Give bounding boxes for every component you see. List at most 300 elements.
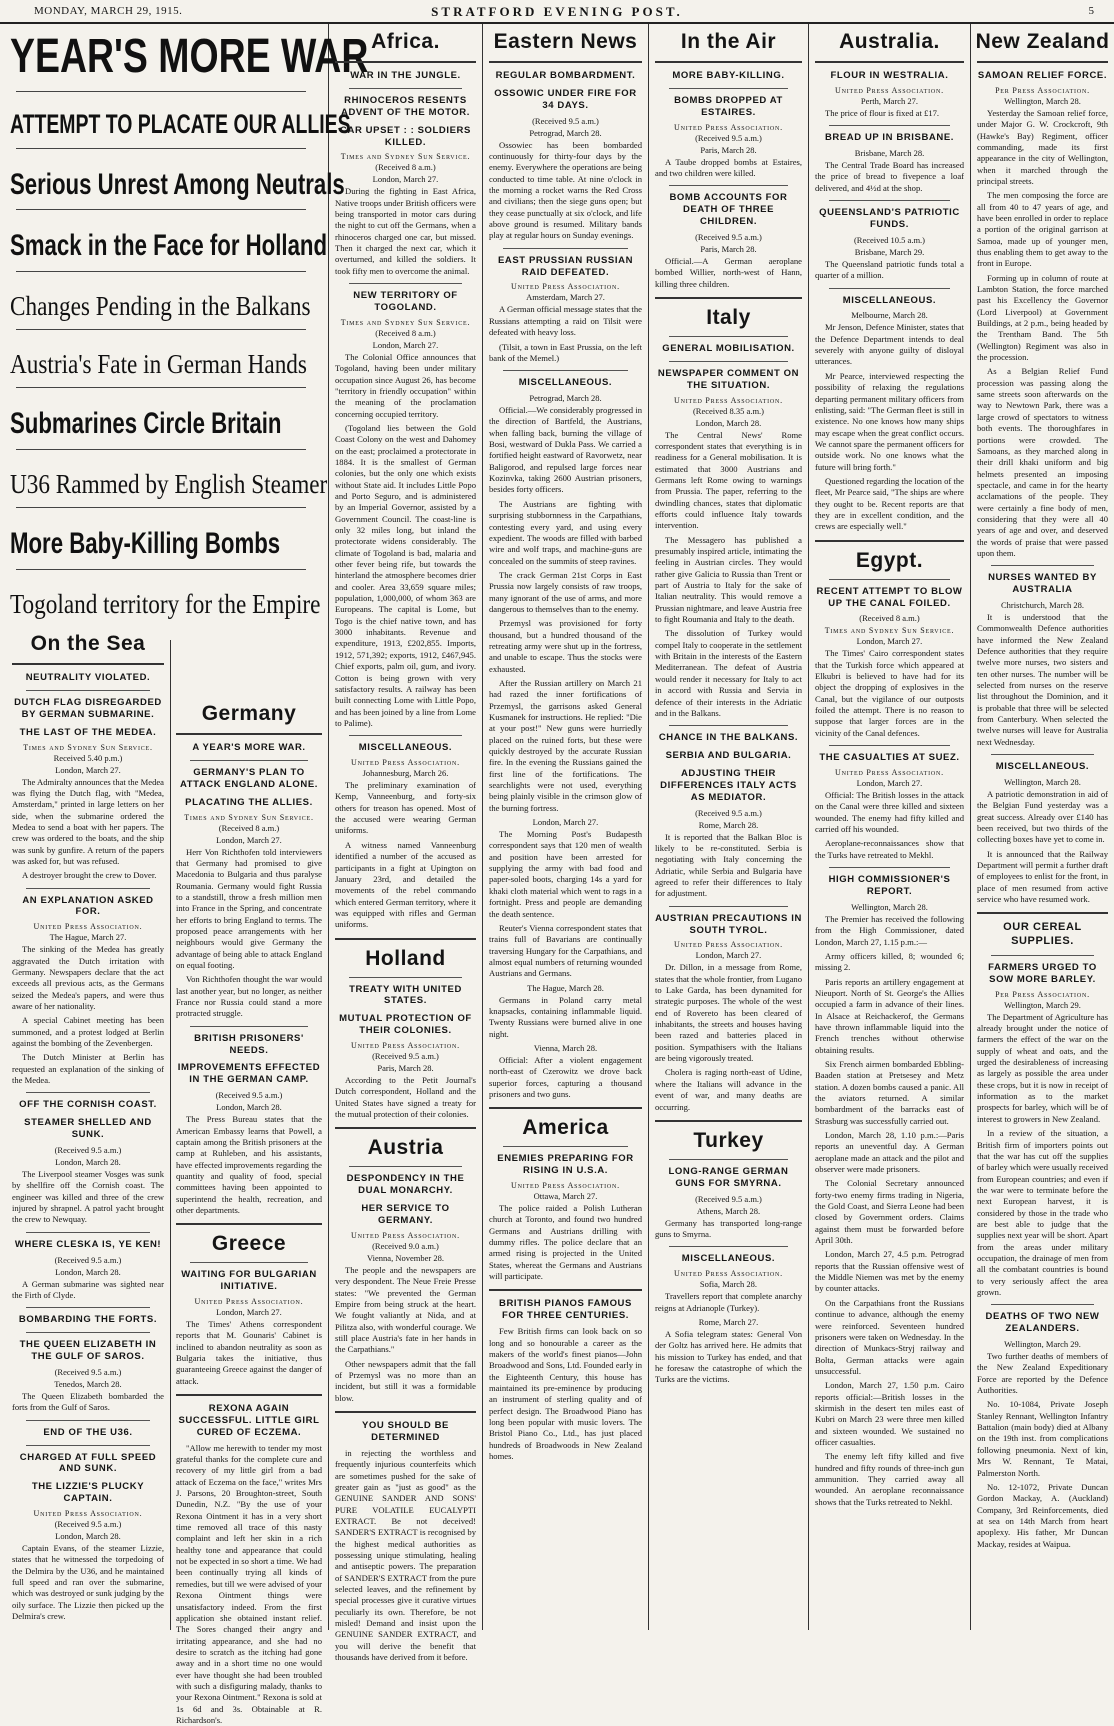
column-on-the-sea	[8, 630, 168, 1630]
divider	[190, 760, 308, 761]
received: (Received 9.5 a.m.)	[695, 132, 762, 143]
dateline: London, March 27.	[856, 778, 923, 788]
story-subtitle: ADJUSTING THEIR DIFFERENCES ITALY ACTS AS MEDIATOR.	[660, 767, 797, 803]
divider	[26, 1420, 150, 1421]
paragraph: According to the Petit Journal's Dutch correspondent, Holland and the United States have signed a treaty for the mutual protection of their colonies.	[335, 1075, 476, 1120]
advert-title: BRITISH PIANOS FAMOUS FOR THREE CENTURIES.	[499, 1298, 632, 1322]
column-rule	[648, 24, 649, 1630]
paragraph: It is reported that the Balkan Bloc is likely to be re-constituted. Serbia is negotiating with Italy concerning the Adriatic, while Serbia and Bulgaria have agreed to refer their differences to Italy for adjustment.	[655, 831, 802, 899]
dateline: The Hague, March 28.	[527, 982, 604, 993]
byline: Times and Sydney Sun Service.	[340, 317, 471, 327]
received: (Received 9.0 a.m.)	[372, 1240, 439, 1251]
received: Received 5.40 p.m.)	[53, 752, 123, 763]
paragraph: The men composing the force are all from 40 to 47 years of age, and have been enrolled in order to replace a portion of the original garrison at Samoa, made up of younger men, thus enabling them to get away to the front in Europe.	[977, 190, 1108, 269]
story-title: THE QUEEN ELIZABETH IN THE GULF OF SAROS.	[19, 1339, 157, 1363]
paragraph: Mr Jenson, Defence Minister, states that the Defence Department intends to deal severely with anyone guilty of disloyal utterances.	[815, 322, 964, 367]
section-heading: Turkey	[693, 1128, 764, 1152]
story-title: NEWSPAPER COMMENT ON THE SITUATION.	[657, 367, 800, 391]
story-title: HIGH COMMISSIONER'S REPORT.	[828, 874, 951, 897]
paragraph: The preliminary examination of Kemp, Vanneenburg, and forty-six others for treason has opened. Most of the accused were wearing German uniforms.	[335, 780, 476, 836]
story-subtitle: HER SERVICE TO GERMANY.	[361, 1203, 450, 1227]
paragraph: Other newspapers admit that the fall of Przemysl was no more than an incident, but still it was a formidable blow.	[335, 1358, 476, 1403]
divider	[991, 1304, 1094, 1305]
section-heading: On the Sea	[30, 632, 146, 655]
paragraph: London, March 27, 4.5 p.m. Petrograd reports that the Russian offensive west of the Middle Niemen was met by the enemy by counter attacks.	[815, 1249, 964, 1294]
column-australia	[811, 28, 968, 1628]
dateline: Wellington, March 29.	[1004, 999, 1081, 1010]
advert-text: Few British firms can look back on so long and so honourable a career as the makers of the world's finest pianos—John Broadwood and Sons, Ltd. Founded early in the Eighteenth Century, this house has maintained its pre-eminence by producing an instrument of sterling quality and of perfect design. The Broadwood Piano has long been popular with music lovers. The Bristol Piano Co., Ltd., has just placed hundreds of Broadwoods in New Zealand homes.	[489, 1326, 642, 1461]
paragraph: Official.—A German aeroplane bombed Willier, north-west of Hann, killing three children.	[655, 255, 802, 289]
divider	[815, 61, 964, 63]
divider	[977, 912, 1108, 914]
paragraph: Yesterday the Samoan relief force, under Major G. W. Crockcroft, 9th (Hawke's Bay) Regiment, officer commanding, made its first appearance in the city of Wellington, when it marched through the principal streets.	[977, 107, 1108, 186]
story-title: SAMOAN RELIEF FORCE.	[977, 70, 1108, 81]
paragraph: Ossowiec has been bombarded continuously for thirty-four days by the enemy. Everywhere the operations are being conducted to time table. At nine o'clock in the morning a rocket warns the Red Cross and civilians; then the siege guns open; but they cease punctually at six o'clock, and life above ground is resumed. Military bands play at regular hours on Sunday evenings.	[489, 139, 642, 241]
dateline: Christchurch, March 28.	[1000, 600, 1085, 611]
divider	[335, 1127, 476, 1129]
dateline: Melbourne, March 28.	[851, 310, 928, 321]
story-subtitle: MUTUAL PROTECTION OF THEIR COLONIES.	[339, 1013, 472, 1037]
divider	[16, 387, 306, 388]
paragraph: A special Cabinet meeting has been summoned, and a protest lodged at Berlin against the bombing of the Zevenbergen.	[12, 1015, 164, 1049]
paragraph: Przemysl was provisioned for forty thousand, but a hundred thousand of the retreating army were shut up in the fortress, and unable to escape. Thus the stocks were exhausted.	[489, 618, 642, 674]
byline: United Press Association.	[351, 758, 460, 768]
paragraph: The price of flour is fixed at £17.	[825, 107, 940, 118]
dateline: Vienna, November 28.	[367, 1252, 444, 1263]
paragraph: Forming up in column of route at Lambton Station, the force marched past his Excellency the Governor (Lord Liverpool) at Government Buildings, at 2 p.m., being headed by the Trentham Band. The 5th (Wellington) Regiment was also in the procession.	[977, 272, 1108, 363]
dateline: Brisbane, March 28.	[854, 148, 925, 159]
story-title: GENERAL MOBILISATION.	[662, 342, 795, 354]
byline: Times and Sydney Sun Service.	[184, 812, 314, 822]
paragraph: London, March 27, 1.50 p.m. Cairo reports official:—British losses in the skirmish in the desert ten miles east of Kubri on March 23 were three men killed and sixteen wounded. We sustained no officer casualties.	[815, 1380, 964, 1447]
divider	[26, 888, 150, 889]
section-heading: Egypt.	[855, 548, 924, 572]
paragraph: Germany has transported long-range guns to Smyrna.	[655, 1217, 802, 1239]
divider	[815, 540, 964, 542]
received: (Received 9.5 a.m.)	[54, 1367, 122, 1377]
byline: United Press Association.	[351, 1230, 460, 1240]
dateline: Wellington, March 28.	[1004, 777, 1081, 788]
subhead: REGULAR BOMBARDMENT.	[495, 70, 636, 81]
divider	[176, 1394, 322, 1396]
paragraph: The enemy left fifty killed and five hundred and fifty rounds of three-inch gun ammunition. They carried away all wounded. An aeroplane reconnaissance shows that the Turks retreated to Nekhl.	[815, 1451, 964, 1507]
story-title: TREATY WITH UNITED STATES.	[349, 983, 462, 1007]
paragraph: Travellers report that complete anarchy reigns at Adrianople (Turkey).	[655, 1291, 802, 1313]
paragraph: On the Carpathians front the Russians continue to advance, although the enemy were reinforced. Seventeen hundred prisoners were taken on Wednesday. In the direction of Munkacs-Stryj railway and Bolta, German attacks were again unsuccessful.	[815, 1297, 964, 1376]
paragraph: Official: After a violent engagement north-east of Czerowitz we drove back superior forces, capturing a thousand prisoners and two guns.	[489, 1054, 642, 1099]
section-heading: In the Air	[680, 30, 777, 53]
received: (Received 8 a.m.)	[218, 822, 280, 833]
story-title: DUTCH FLAG DISREGARDED BY GERMAN SUBMARINE.	[14, 696, 162, 720]
section-heading: Austria	[367, 1136, 444, 1160]
paragraph: The Central Trade Board has increased the price of bread to fivepence a loaf delivered, and 4½d at the shop.	[815, 160, 964, 193]
story-subtitle: THE LIZZIE'S PLUCKY CAPTAIN.	[31, 1481, 145, 1505]
paragraph: Germans in Poland carry metal knapsacks, containing inflammable liquid. Twenty Russians were burned alive in one night.	[489, 994, 642, 1039]
dateline: Paris, March 28.	[700, 243, 757, 254]
paragraph: Cholera is raging north-east of Udine, where the Italians will advance in the event of war, and many deaths are occurring.	[655, 1067, 802, 1112]
divider	[176, 733, 322, 735]
paragraph: No. 12-1072, Private Duncan Gordon Mackay, A. (Auckland) Company, 3rd Reinforcements, died at sea on 14th March from heart apoplexy. His father, Mr Duncan Mackay, resides at Waipua.	[977, 1481, 1108, 1549]
byline: United Press Association.	[33, 1509, 143, 1519]
column-rule	[970, 24, 971, 1630]
paragraph: The Dutch Minister at Berlin has requested an explanation of the sinking of the Medea.	[12, 1052, 164, 1086]
dateline: London, March 27.	[695, 950, 762, 961]
paragraph: The Colonial Secretary announced forty-two enemy firms trading in Nigeria, the Gold Coast, and Sierra Leone had been closed by Government orders. Claims against them must be forwarded before April 30th.	[815, 1178, 964, 1246]
paragraph: The Colonial Office announces that Togoland, having been under military occupation since August 26, has become "territory in friendly occupation" within the meaning of the proclamation concerning occupied territory.	[335, 351, 476, 419]
byline: United Press Association.	[835, 85, 944, 95]
byline: United Press Association.	[674, 122, 783, 132]
column-germany	[172, 700, 326, 1725]
story-title: DESPONDENCY IN THE DUAL MONARCHY.	[346, 1173, 465, 1197]
paragraph: Official: The British losses in the attack on the Canal were three killed and sixteen wounded. The enemy had fifty killed and carried off his wounded.	[815, 790, 964, 835]
divider	[26, 1445, 150, 1446]
main-headline: YEAR'S MORE WAR	[10, 30, 369, 83]
paragraph: A witness named Vanneenburg identified a number of the accused as participants in a fight at Upington on January 23rd, and detailed the movements of the rebel commando which entered German territory, where it was equipped with rifles and German uniforms.	[335, 839, 476, 930]
divider	[655, 61, 802, 63]
paragraph: The Press Bureau states that the American Embassy learns that Powell, a captain among the British prisoners at the camp at Ruhleben, and his assistants, have effected improvements regarding the quantity and quality of food, special committees having been appointed to superintend the health, recreation, and other departments.	[176, 1114, 322, 1215]
divider	[655, 297, 802, 299]
paragraph: Six French airmen bombarded Ebbling-Baaden station at Pretsesey and Metz station. A dozen bombs caused a panic. All the aviators returned. A similar bombardment of the barracks east of Strasburg was successfully carried out.	[815, 1058, 964, 1126]
paragraph: Dr. Dillon, in a message from Rome, states that the whole frontier, from Lugano to Lake Garda, has been dynamited for strategic purposes. The whole of the west end of Rovereto has been cleared of inhabitants, the streets and houses having been razed and batteries placed in position. Sympathisers with the Italians are being vigorously treated.	[655, 962, 802, 1064]
paragraph: Von Richthofen thought the war would last another year, but no longer, as neither France nor Russia could stand a more protracted struggle.	[176, 974, 322, 1019]
story-subtitle: IMPROVEMENTS EFFECTED IN THE GERMAN CAMP.	[177, 1062, 321, 1086]
story-title: BOMBS DROPPED AT ESTAIRES.	[674, 94, 783, 118]
story-title: BOMB ACCOUNTS FOR DEATH OF THREE CHILDREN.	[669, 192, 788, 228]
story-title: CHARGED AT FULL SPEED AND SUNK.	[19, 1451, 157, 1475]
paragraph: A Taube dropped bombs at Estaires, and two children were killed.	[655, 156, 802, 178]
divider	[669, 185, 788, 186]
byline: United Press Association.	[33, 922, 143, 932]
divider	[16, 148, 306, 149]
divider	[176, 1223, 322, 1225]
paragraph: The Austrians are fighting with surprising stubbornness in the Carpathians, contesting every yard, and using every expedient. The woods are filled with barbed wire and wolf traps, and machine-guns are concealed on the summits of steep ravines.	[489, 498, 642, 566]
paragraph: The sinking of the Medea has greatly aggravated the Dutch irritation with Germany. Newspapers declare that the act exceeds all previous acts, as the Germans seized the Medea's papers, and were thus aware of her nationality.	[12, 944, 164, 1012]
divider	[829, 288, 950, 289]
divider	[349, 1166, 462, 1167]
byline: Times and Sydney Sun Service.	[23, 742, 153, 752]
section-heading: America	[522, 1116, 609, 1140]
paragraph: As a Belgian Relief Fund procession was passing along the same streets soon afterwards on the way to Newtown Park, there was a large crowd of spectators to witness both events. The thoroughfares in portions were crowded. The Samoans, as they marched along in their drill khaki uniform and big helmets presented an imposing spectacle, and came in for the hearty acclamations of the people. They were certainly a fine body of men, considering that they were all 40 years of age and over, and deserved the words of praise that were passed upon them.	[977, 366, 1108, 558]
received: (Received 9.5 a.m.)	[54, 1254, 122, 1265]
story-title: OSSOWIC UNDER FIRE FOR 34 DAYS.	[494, 87, 637, 111]
story-subtitle: CAR UPSET : : SOLDIERS KILLED.	[340, 124, 471, 148]
paragraph: Captain Evans, of the steamer Lizzie, states that he witnessed the torpedoing of the Delmira by the U36, and he maintained full speed and ran over the submarine, which was destroyed or sunk judging by the oily surface. The Lizzie then picked up the Delmira's crew.	[12, 1543, 164, 1622]
received: (Received 8 a.m.)	[859, 613, 920, 624]
byline: United Press Association.	[674, 940, 783, 950]
received: (Received 9.5 a.m.)	[54, 1145, 122, 1156]
paragraph: The Liverpool steamer Vosges was sunk by shellfire off the Cornish coast. The engineer was killed and three of the crew injured by shrapnel. A patrol yacht brought the crew to Newquay.	[12, 1169, 164, 1225]
dateline: Brisbane, March 29.	[854, 246, 925, 257]
divider	[16, 507, 306, 508]
dateline: Wellington, March 29.	[1004, 1339, 1081, 1350]
headline: More Baby-Killing Bombs	[10, 527, 281, 561]
received: (Received 9.5 a.m.)	[532, 115, 599, 126]
story-title: MISCELLANEOUS.	[995, 761, 1090, 773]
headline: Smack in the Face for Holland	[10, 229, 328, 263]
subhead: A YEAR'S MORE WAR.	[192, 742, 306, 753]
newspaper-title: STRATFORD EVENING POST.	[431, 4, 683, 19]
section-heading: Greece	[211, 1232, 287, 1256]
dateline: London, March 28.	[55, 1157, 121, 1168]
paragraph: During the fighting in East Africa, Native troops under British officers were being transported in motor cars during the night to cut off the Germans, when a rhinoceros charged one car, but missed. Then it charged the next car, which it overturned, and killed the soldiers. It took fifty men to overcome the animal.	[335, 186, 476, 276]
dateline: Wellington, March 28.	[1004, 95, 1081, 106]
received: (Received 9.5 a.m.)	[695, 1193, 762, 1204]
dateline: London, March 28.	[55, 1531, 121, 1542]
paragraph: The Premier has received the following from the High Commissioner, dated London, March 27, 1.15 p.m.:—	[815, 913, 964, 947]
story-title: DEATHS OF TWO NEW ZEALANDERS.	[985, 1311, 1100, 1335]
divider	[669, 88, 788, 89]
paragraph: The dissolution of Turkey would compel Italy to cooperate in the settlement with Britain in the interests of the Eastern Mediterranean. The defeat of Austria would render it necessary for Italy to act in accord with Russia and Servia in defence of their interests in the Adriatic and in the Balkans.	[655, 628, 802, 718]
paragraph: A Sofia telegram states: General Von der Goltz has arrived here. He admits that his mission to Turkey has ended, and that he foresaw the catastrophe of which the Turks are the victims.	[655, 1328, 802, 1385]
paragraph: The Admiralty announces that the Medea was flying the Dutch flag, with "Medea, Amsterdam," printed in large letters on her side, when the submarine ordered the Medea to send a boat with her papers. The crew was ordered to the boats, and the ship was sunk by gunfire. A return of the papers was asked for, but was refused.	[12, 776, 164, 866]
section-heading: Africa.	[371, 30, 440, 53]
dateline: Petrograd, March 28.	[529, 393, 602, 404]
dateline: Paris, March 28.	[377, 1063, 434, 1074]
dateline: London, March 28.	[695, 417, 762, 428]
paragraph: No. 10-1084, Private Joseph Stanley Rennant, Wellington Infantry Battalion (main body) died at Albany on the 19th inst. from complications following pneumonia. Next of kin, Mrs W. Rennant, Te Matai, Palmerston North.	[977, 1399, 1108, 1478]
section-heading: Germany	[201, 702, 297, 725]
divider	[991, 565, 1094, 566]
byline: Per Press Association.	[995, 85, 1090, 95]
story-title: NURSES WANTED BY AUSTRALIA	[988, 572, 1097, 596]
received: (Received 8 a.m.)	[375, 327, 436, 338]
divider	[12, 663, 164, 665]
page-number: 5	[1088, 5, 1094, 17]
divider	[503, 1146, 628, 1147]
divider	[669, 336, 788, 337]
advert-text: in rejecting the worthless and frequently injurious counterfeits which are sometimes pushed for the sake of greater gain as "just as good" as the GENUINE SANDER AND SONS' PURE VOLATILE EUCALYPTI EXTRACT. Be not deceived! SANDER'S EXTRACT is recognised by the highest medical authorities as possessing unique stimulating, healing and antiseptic powers. The preparation of SANDER'S EXTRACT from the pure selected leaves, and the refinement by special processes give it curative virtues peculiarly its own. Therefore, be not misled! Demand and insist upon the GENUINE SANDER EXTRACT, and you will derive the benefit that thousands have derived from it before.	[335, 1447, 476, 1662]
story-subtitle: SERBIA AND BULGARIA.	[665, 750, 792, 762]
byline: United Press Association.	[511, 1181, 620, 1191]
paragraph: The people and the newspapers are very despondent. The Neue Freie Presse states: "We prevented the German Empire from being struck at the heart. We fought valiantly at Nida, and at Pilitza also, with wonderful courage. We still place Austria's fate in her hands in the Carpathians."	[335, 1264, 476, 1355]
dateline: Perth, March 27.	[860, 95, 919, 106]
column-rule	[482, 24, 483, 1630]
paragraph: (Tilsit, a town in East Prussia, on the left bank of the Memel.)	[489, 341, 642, 363]
story-title: CHANCE IN THE BALKANS.	[658, 732, 799, 744]
dateline: The Hague, March 27.	[49, 932, 127, 943]
headline: Togoland territory for the Empire	[10, 588, 321, 619]
paragraph: It is announced that the Railway Department will permit a further draft of employees to enlist for the front, in place of men resumed from active service who have resumed work.	[977, 848, 1108, 905]
story-title: LONG-RANGE GERMAN GUNS FOR SMYRNA.	[668, 1165, 789, 1189]
byline: Times and Sydney Sun Service.	[340, 152, 471, 162]
received: (Received 8.35 a.m.)	[692, 405, 765, 416]
paragraph: A German submarine was sighted near the Firth of Clyde.	[12, 1278, 164, 1301]
paragraph: The Messagero has published a presumably inspired article, intimating the feeling in Austrian circles. They would rather give Galicia to Russia than Trent or part of Austria to Italy for the sake of Italian neutrality. This would remove a Prussian nightmare, and leave Austria free to fight Roumania and Italy to the death.	[655, 534, 802, 625]
story-title: EAST PRUSSIAN RUSSIAN RAID DEFEATED.	[497, 254, 634, 278]
divider	[829, 867, 950, 868]
story-title: RECENT ATTEMPT TO BLOW UP THE CANAL FOILED.	[816, 585, 963, 609]
divider	[977, 61, 1108, 63]
dateline: London, March 27.	[856, 636, 923, 647]
byline: United Press Association.	[835, 768, 944, 777]
divider	[655, 1120, 802, 1122]
story-title: WAITING FOR BULGARIAN INITIATIVE.	[181, 1269, 317, 1293]
advert-title: REXONA AGAIN SUCCESSFUL. LITTLE GIRL CURED OF ECZEMA.	[178, 1403, 320, 1438]
story-title: GERMANY'S PLAN TO ATTACK ENGLAND ALONE.	[179, 766, 319, 790]
dateline: Rome, March 28.	[698, 819, 759, 830]
column-africa	[331, 28, 480, 1662]
paragraph: The Times' Cairo correspondent states that the Turkish force which appeared at Elkubri is believed to have had for its object the dropping of explosives in the Canal, but the vigilance of our outposts foiled the attempt. There is no reason to suppose that larger forces are in the vicinity of the Canal defences.	[815, 648, 964, 738]
paragraph: Two further deaths of members of the New Zealand Expeditionary Force are reported by the Defence Authorities.	[977, 1351, 1108, 1396]
divider	[669, 725, 788, 726]
received: (Received 9.5 a.m.)	[372, 1051, 439, 1062]
paragraph: London, March 28, 1.10 p.m.:—Paris reports an uneventful day. A German aeroplane made an attack and the pilot and observer were made prisoners.	[815, 1130, 964, 1175]
paragraph: Mr Pearce, interviewed respecting the possibility of relaxing the regulations departing permanent military officers from enlisting, said: "The German fleet is still in existence. No one knows how many ships may escape when the great conflict occurs. We cannot spare the permanent officers for outside work. No one knows what the future will bring forth."	[815, 370, 964, 472]
divider	[26, 1332, 150, 1333]
story-title: BRITISH PRISONERS' NEEDS.	[194, 1032, 304, 1056]
paragraph: The police raided a Polish Lutheran church at Toronto, and found two hundred Germans and Austrians drilling with dummy rifles. The police declare that an armed rising is projected in the United States, whereat the Germans and Austrians will participate.	[489, 1203, 642, 1282]
dateline: Petrograd, March 28.	[529, 127, 602, 138]
received: (Received 9.5 a.m.)	[695, 231, 762, 242]
story-title: OFF THE CORNISH COAST.	[19, 1099, 157, 1111]
divider	[26, 1307, 150, 1308]
dateline: Ottawa, March 27.	[533, 1191, 598, 1202]
divider	[829, 579, 950, 580]
byline: United Press Association.	[511, 282, 620, 292]
dateline: Paris, March 28.	[700, 144, 757, 155]
headline: ATTEMPT TO PLACATE OUR ALLIES	[10, 109, 351, 140]
story-title: BREAD UP IN BRISBANE.	[824, 132, 955, 144]
column-in-the-air	[651, 28, 806, 1628]
dateline: London, March 28.	[216, 1102, 282, 1113]
advert-title: YOU SHOULD BE DETERMINED	[362, 1420, 449, 1443]
divider	[503, 248, 628, 249]
divider	[190, 1026, 308, 1027]
divider	[26, 1232, 150, 1233]
story-title: END OF THE U36.	[43, 1426, 133, 1438]
dateline: Vienna, March 28.	[533, 1042, 598, 1053]
subhead: MORE BABY-KILLING.	[672, 70, 785, 81]
paragraph: It is understood that the Commonwealth Defence authorities have informed the New Zealand Defence authorities that they require twelve more nurses, two sisters and ten other nurses. The number will be selected from nurses on the reserve list throughout the Dominion, and it is probable that three will be selected from Canterbury. When selected the twelve nurses will leave for Australia next Wednesday.	[977, 612, 1108, 747]
paragraph: Official.—We considerably progressed in the direction of Bartfeld, the Austrians, when falling back, burning the village of Bosi, westward of Dukla Pass. We carried a fortified height eastward of Ravorwetz, near Baligorod, and repulsed large forces near Kozinvka, taking 2600 Austrian prisoners, besides forty officers.	[489, 405, 642, 495]
paragraph: A destroyer brought the crew to Dover.	[22, 870, 157, 881]
paragraph: Herr Von Richthofen told interviewers that Germany had promised to give Macedonia to Bulgaria and thus paralyse Roumania. Germany would fight Russia to a standstill, throw a fresh million men into France in the Spring, and concentrate her efforts to bring England to terms. The proposed peace arrangements with her neighbours would give Germany the advantage of being able to attack England on equal footing.	[176, 846, 322, 970]
dateline: Sofia, March 28.	[699, 1279, 758, 1290]
story-title: QUEENSLAND'S PATRIOTIC FUNDS.	[819, 207, 960, 230]
divider	[26, 690, 150, 691]
divider	[669, 361, 788, 362]
divider	[335, 1411, 476, 1413]
story-title: ENEMIES PREPARING FOR RISING IN U.S.A.	[497, 1153, 634, 1177]
paragraph: The Morning Post's Budapesth correspondent says that 120 men of wealth and position have been arrested for supplying the army with bad food and paper-soled boots, charging 14s a yard for khaki cloth material which went to rags in a fortnight. Press and people are demanding the death sentence.	[489, 829, 642, 919]
received: (Received 9.5 a.m.)	[215, 1090, 283, 1101]
divider	[349, 283, 462, 284]
section-heading: New Zealand	[975, 30, 1110, 53]
story-title: FLOUR IN WESTRALIA.	[830, 70, 949, 81]
story-title: RHINOCEROS RESENTS ADVENT OF THE MOTOR.	[341, 94, 470, 118]
divider	[16, 91, 306, 92]
dateline: London, March 28.	[55, 1266, 121, 1277]
dateline: London, March 27.	[216, 834, 282, 845]
divider	[16, 449, 306, 450]
byline: Per Press Association.	[995, 989, 1090, 999]
paragraph: Paris reports an artillery engagement at Nieuport. North of St. George's the Allies occupied a farm in advance of their lines. In Alsace at Reichackerof, the Germans have thrown inflammable liquid into the French trenches without otherwise obtaining results.	[815, 976, 964, 1055]
column-new-zealand	[973, 28, 1112, 1628]
paragraph: The Queensland patriotic funds total a quarter of a million.	[815, 258, 964, 281]
byline: United Press Association.	[351, 1041, 460, 1051]
headline: U36 Rammed by English Steamer	[10, 468, 328, 499]
dateline: Rome, March 27.	[698, 1316, 759, 1327]
paragraph: Army officers killed, 8; wounded 6; missing 2.	[815, 950, 964, 973]
divider	[829, 125, 950, 126]
divider	[16, 329, 306, 330]
divider	[335, 938, 476, 940]
column-rule	[808, 24, 809, 1630]
byline: United Press Association.	[194, 1297, 304, 1306]
paragraph: The Times' Athens correspondent reports that M. Gounaris' Cabinet is inclined to abandon neutrality as soon as Bulgaria takes the initiative, thus guaranteeing Greece against the danger of attack.	[176, 1319, 322, 1386]
dateline: London, March 27.	[216, 1307, 282, 1317]
paragraph: In a review of the situation, a British firm of importers points out that the war has cut off the supplies of barley which were usually received from European countries; and even if the war were to terminate before the next European harvest, it is considered by those in the trade who are best able to judge that the supplies next year will be short. Apart from the areas under military occupation, the drainage of men from all the combatant countries is bound to very seriously affect the area grown.	[977, 1128, 1108, 1297]
divider	[669, 1159, 788, 1160]
headline-stack	[10, 26, 369, 619]
subhead: NEUTRALITY VIOLATED.	[25, 672, 151, 683]
story-title: AUSTRIAN PRECAUTIONS IN SOUTH TYROL.	[655, 912, 802, 936]
received: (Received 10.5 a.m.)	[853, 234, 926, 245]
paragraph: Aeroplane-reconnaissances show that the Turks have retreated to Mekhl.	[815, 838, 964, 860]
paragraph: The Central News' Rome correspondent states that everything is in readiness for a General mobilisation. It is estimated that 3000 Austrians and Germans left Rome owing to warnings from Prussia. The paper, referring to the dwindling chances, states that diplomatic efforts could influence Italy towards intervention.	[655, 429, 802, 531]
headline: Submarines Circle Britain	[10, 407, 282, 441]
received: (Received 9.5 a.m.)	[54, 1519, 122, 1530]
paragraph: Questioned regarding the location of the fleet, Mr Pearce said, "The ships are where they ought to be. Recent reports are that they are in excellent condition, and the crews are especially well."	[815, 475, 964, 532]
section-heading: Italy	[706, 305, 751, 329]
divider	[335, 61, 476, 63]
dateline: Johannesburg, March 26.	[362, 768, 449, 779]
divider	[489, 61, 642, 63]
issue-date: MONDAY, MARCH 29, 1915.	[34, 5, 183, 17]
paragraph: The Department of Agriculture has already brought under the notice of farmers the effect of the war on the supply of wheat and oats, and the urged the desirableness of increasing as largely as possible the area under these crops, but it is now in receipt of information as to the market prospects for barley, which will be of interest to growers in New Zealand.	[977, 1011, 1108, 1124]
divider	[16, 209, 306, 210]
story-title: MISCELLANEOUS.	[358, 742, 453, 754]
subhead: WAR IN THE JUNGLE.	[350, 70, 461, 81]
section-heading: Australia.	[839, 30, 940, 53]
received: (Received 8 a.m.)	[375, 162, 436, 173]
story-subtitle: STEAMER SHELLED AND SUNK.	[24, 1117, 152, 1141]
story-title: FARMERS URGED TO SOW MORE BARLEY.	[988, 961, 1097, 985]
story-title: THE CASUALTIES AT SUEZ.	[819, 752, 960, 764]
divider	[349, 977, 462, 978]
paragraph: The crack German 21st Corps in East Prussia now largely consists of raw troops, many ignorant of the use of arms, and more dangerous to themselves than to the enemy.	[489, 569, 642, 614]
received: (Received 9.5 a.m.)	[695, 807, 762, 818]
section-heading: Eastern News	[493, 30, 638, 53]
divider	[991, 754, 1094, 755]
divider	[829, 200, 950, 201]
dateline: Wellington, March 28.	[851, 901, 928, 912]
dateline: London, March 27.	[55, 764, 121, 775]
headline: Serious Unrest Among Neutrals	[10, 167, 345, 201]
story-title: OUR CEREAL SUPPLIES.	[1003, 921, 1082, 948]
headline: Austria's Fate in German Hands	[10, 349, 307, 380]
story-title: WHERE CLESKA IS, YE KEN!	[14, 1238, 162, 1250]
divider	[503, 370, 628, 371]
masthead	[0, 0, 1114, 24]
story-title: AN EXPLANATION ASKED FOR.	[22, 894, 154, 918]
paragraph: The Queen Elizabeth bombarded the forts from the Gulf of Saros.	[12, 1391, 164, 1413]
story-title: MISCELLANEOUS.	[842, 294, 937, 306]
story-title: NEW TERRITORY OF TOGOLAND.	[353, 290, 458, 313]
dateline: Athens, March 28.	[696, 1205, 761, 1216]
section-heading: Holland	[365, 946, 446, 970]
story-subtitle: THE LAST OF THE MEDEA.	[19, 726, 157, 738]
column-rule	[170, 640, 171, 1630]
divider	[349, 88, 462, 89]
divider	[349, 735, 462, 736]
divider	[26, 1092, 150, 1093]
divider	[991, 955, 1094, 956]
story-subtitle: PLACATING THE ALLIES.	[185, 796, 313, 808]
paragraph: A patriotic demonstration in aid of the Belgian Fund yesterday was a great success. Already over £140 has been received, but two thirds of the collecting boxes have yet to come in.	[977, 789, 1108, 845]
divider	[669, 906, 788, 907]
story-title: MISCELLANEOUS.	[518, 377, 613, 389]
